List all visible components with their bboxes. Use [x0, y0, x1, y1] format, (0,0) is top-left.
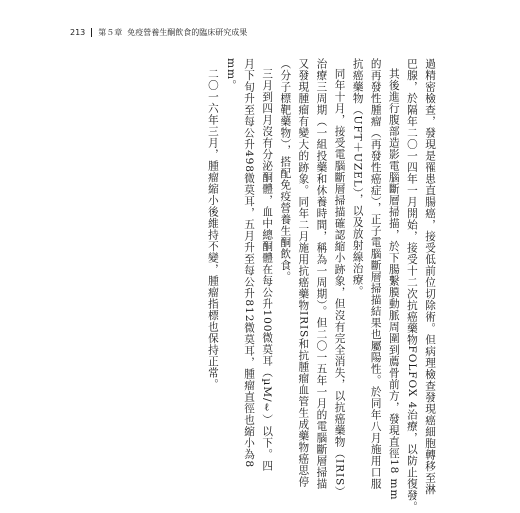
chapter-label: 第５章	[98, 28, 123, 37]
text-column: （分子標靶藥物），搭配免疫營養生酮飲食。	[279, 58, 292, 283]
section-title: 免疫營養生酮飲食的臨床研究成果	[127, 28, 248, 37]
text-column: 月下旬升至每公升498微莫耳，五月升至每公升812微莫耳，腫瘤直徑也縮小為8	[243, 58, 256, 468]
text-column: 二〇一六年三月，腫瘤縮小後維持不變，腫瘤指標也保持正常。	[206, 68, 219, 390]
text-column: 治療三周期（一組投藥和休養時間，稱為一周期）。但二〇一五年一月的電腦斷層掃描	[315, 58, 328, 490]
text-column: mm。	[224, 58, 237, 92]
running-header	[70, 27, 247, 38]
text-column: 又發現腫瘤有變大的跡象。同年二月施用抗癌藥物IRIS和抗腫瘤血管生成藥物癌思停	[297, 58, 310, 488]
text-column: 其後進行腹部造影電腦斷層掃描，於下腸繫膜動脈周圍到薦骨前方，發現直徑18 mm	[387, 68, 400, 501]
text-column: 過精密檢查，發現是罹患直腸癌，接受低前位切除術。但病理檢查發現癌細胞轉移至淋	[424, 58, 436, 495]
vertical-body-text	[150, 58, 436, 513]
header-divider	[91, 28, 92, 37]
page-number: 213	[70, 28, 86, 37]
text-column: 抗癌藥物（UFT＋UZEL），以及放射線治療。	[351, 58, 364, 298]
text-column: 巴腺，於隔年二〇一四年一月開始，接受十二次抗癌藥物FOLFOX 4治療，以防止復發。	[405, 58, 418, 513]
text-column: 同年十月，接受電腦斷層掃描確認縮小跡象，但沒有完全消失，以抗癌藥物（IRIS）	[333, 68, 346, 498]
text-column: 三月到四月沒有分泌酮體，血中總酮體在每公升100微莫耳（µM/ℓ）以下。四	[261, 68, 274, 472]
text-column: 的再發性腫瘤（再發性癌症），正子電腦斷層掃描結果也屬陽性。於同年八月施用口服	[369, 58, 382, 490]
